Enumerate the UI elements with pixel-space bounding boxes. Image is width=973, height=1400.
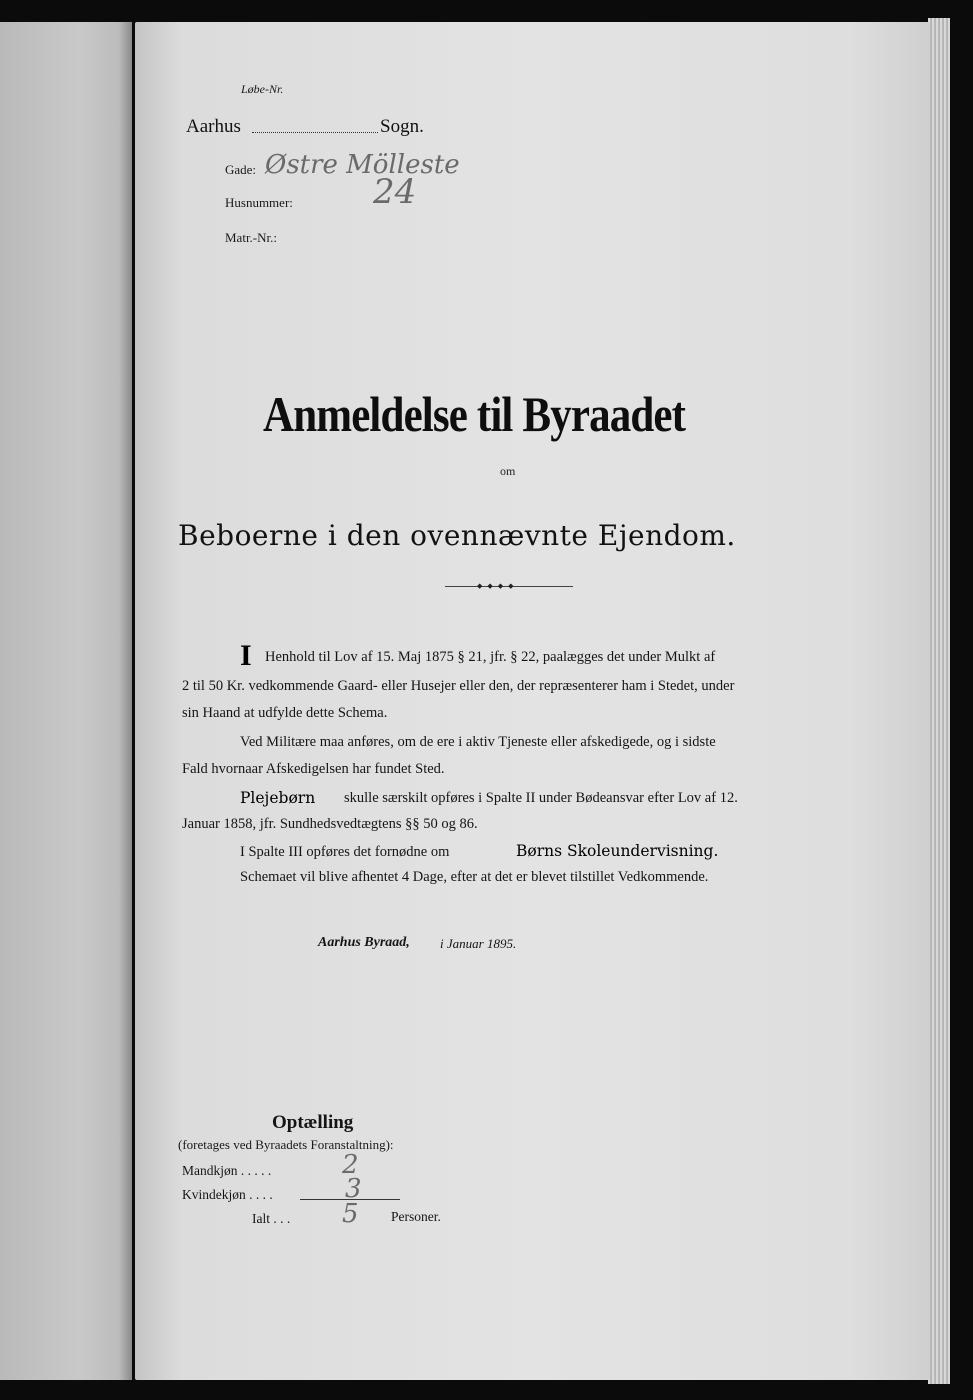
count-heading: Optælling — [272, 1112, 354, 1133]
parish-dotted-line — [252, 132, 378, 133]
matr-nr-label: Matr.-Nr.: — [225, 230, 277, 245]
house-number-label: Husnummer: — [225, 195, 293, 210]
paragraph-1-line-2: 2 til 50 Kr. vedkommende Gaard- eller Husejer eller den, der repræsenterer ham i Stedet, under — [182, 678, 735, 694]
city-label: Aarhus — [186, 116, 241, 137]
street-label: Gade: — [225, 162, 257, 177]
parish-label: Sogn. — [380, 116, 424, 137]
signature-date: i Januar 1895. — [440, 936, 517, 951]
street-value: Østre Mölleste — [265, 150, 460, 180]
male-value: 2 — [342, 1150, 359, 1180]
om-label: om — [500, 464, 516, 478]
female-label: Kvindekjøn . . . . — [182, 1187, 273, 1202]
paragraph-3-line-2: Januar 1858, jfr. Sundhedsvedtægtens §§ 50 og 86. — [182, 816, 478, 832]
total-value: 5 — [342, 1199, 359, 1229]
paragraph-1-line-1: Henhold til Lov af 15. Maj 1875 § 21, jfr. § 22, paalægges det under Mulkt af — [265, 649, 716, 665]
count-note: (foretages ved Byraadets Foranstaltning): — [178, 1137, 394, 1152]
paragraph-4-bold: Børns Skoleundervisning. — [516, 842, 719, 860]
subtitle: Beboerne i den ovennævnte Ejendom. — [178, 519, 736, 552]
lobe-nr-label: Løbe-Nr. — [241, 82, 284, 96]
paragraph-1-line-3: sin Haand at udfylde dette Schema. — [182, 705, 388, 721]
ornament-dots: ◆◆◆◆ — [477, 582, 519, 590]
paragraph-3-bold: Plejebørn — [240, 789, 316, 807]
paragraph-4-start: I Spalte III opføres det fornødne om — [240, 844, 450, 860]
facing-page — [0, 22, 132, 1380]
persons-label: Personer. — [391, 1209, 441, 1224]
page-title: Anmeldelse til Byraadet — [263, 386, 686, 442]
initial-letter: I — [240, 639, 252, 672]
paragraph-3-line-1: skulle særskilt opføres i Spalte II under Bødeansvar efter Lov af 12. — [344, 790, 738, 806]
signature-place: Aarhus Byraad, — [318, 935, 410, 950]
house-number-value: 24 — [373, 172, 417, 212]
paragraph-5: Schemaet vil blive afhentet 4 Dage, efter at det er blevet tilstillet Vedkommende. — [240, 869, 709, 885]
document-page — [135, 22, 930, 1380]
female-value: 3 — [345, 1174, 362, 1204]
total-label: Ialt . . . — [252, 1211, 291, 1226]
paragraph-2-line-1: Ved Militære maa anføres, om de ere i aktiv Tjeneste eller afskedigede, og i sidste — [240, 734, 716, 750]
male-label: Mandkjøn . . . . . — [182, 1163, 272, 1178]
paragraph-2-line-2: Fald hvornaar Afskedigelsen har fundet Sted. — [182, 761, 445, 777]
page-edges — [928, 18, 950, 1384]
